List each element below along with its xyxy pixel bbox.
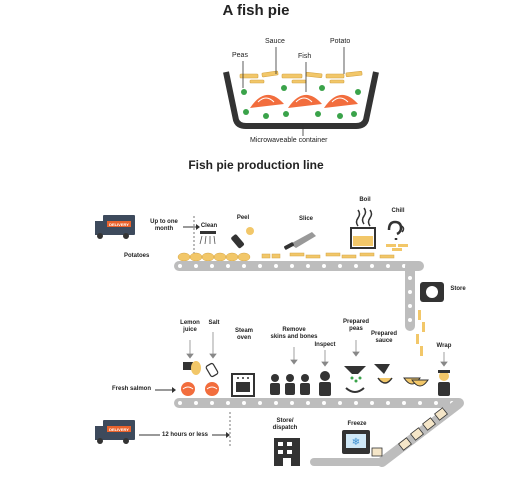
store-dispatch-building-icon [274, 438, 300, 466]
workers-icon [270, 374, 310, 395]
step-label-clean: Clean [200, 223, 218, 229]
delivery-truck-icon-top [95, 215, 135, 239]
step-label-wrap: Wrap [436, 343, 452, 349]
label-potato: Potato [330, 38, 351, 45]
potatoes-on-belt [178, 253, 394, 261]
step-label-prepared-peas: Prepared peas [342, 319, 369, 332]
step-label-peel: Peel [236, 215, 250, 221]
salmon-fillets-icon [181, 382, 219, 396]
step-label-slice: Slice [298, 216, 313, 222]
step-label-boil: Boil [359, 197, 371, 203]
production-title: Fish pie production line [188, 158, 324, 172]
step-label-prepared-sauce: Prepared sauce [370, 331, 397, 344]
label-up-to-one-month: Up to one month [150, 219, 178, 232]
boil-pot-icon [351, 208, 375, 248]
delivery-truck-icon-bottom [95, 420, 135, 444]
svg-text:❄: ❄ [351, 437, 361, 448]
step-label-chill: Chill [391, 208, 405, 214]
potato-transfer [416, 310, 425, 356]
step-label-inspect: Inspect [314, 342, 336, 348]
salt-shaker-icon [206, 363, 219, 377]
label-peas: Peas [232, 52, 248, 59]
step-label-freeze: Freeze [347, 421, 367, 427]
label-sauce: Sauce [265, 38, 285, 45]
step-label-store-dispatch: Store/ dispatch [272, 418, 298, 431]
main-title: A fish pie [222, 2, 290, 19]
upper-conveyor-belt [174, 261, 424, 331]
wrap-worker-icon [438, 370, 450, 396]
peeler-icon [230, 227, 254, 249]
prepared-sauce-icon [374, 364, 392, 383]
prepared-peas-icon [344, 366, 366, 392]
inspector-icon [319, 371, 331, 396]
clean-sprinkler-icon [200, 231, 216, 244]
label-container: Microwaveable container [250, 137, 328, 144]
label-fresh-salmon: Fresh salmon [112, 386, 152, 392]
chill-icon [386, 222, 408, 251]
label-fish: Fish [298, 53, 312, 60]
steam-oven-icon [232, 374, 254, 396]
knife-icon [284, 232, 316, 250]
step-label-salt: Salt [208, 320, 220, 326]
store-freezer-icon [420, 282, 444, 302]
label-12-hours: 12 hours or less [162, 432, 209, 438]
fish-pie-diagram [226, 47, 376, 136]
step-label-remove-skins: Remove skins and bones [270, 327, 318, 340]
truck-bottom-text: DELIVERY [109, 427, 129, 432]
step-arrows [187, 332, 447, 366]
packages-on-belt [372, 408, 447, 456]
step-label-steam-oven: Steam oven [234, 328, 253, 341]
label-potatoes: Potatoes [124, 253, 150, 259]
lemon-juicer-icon [183, 361, 201, 375]
bowls-icon [404, 378, 428, 386]
truck-top-text: DELIVERY [109, 222, 129, 227]
freezer-icon [342, 430, 370, 454]
step-label-lemon-juice: Lemon juice [180, 320, 200, 333]
step-label-store: Store [450, 286, 466, 292]
